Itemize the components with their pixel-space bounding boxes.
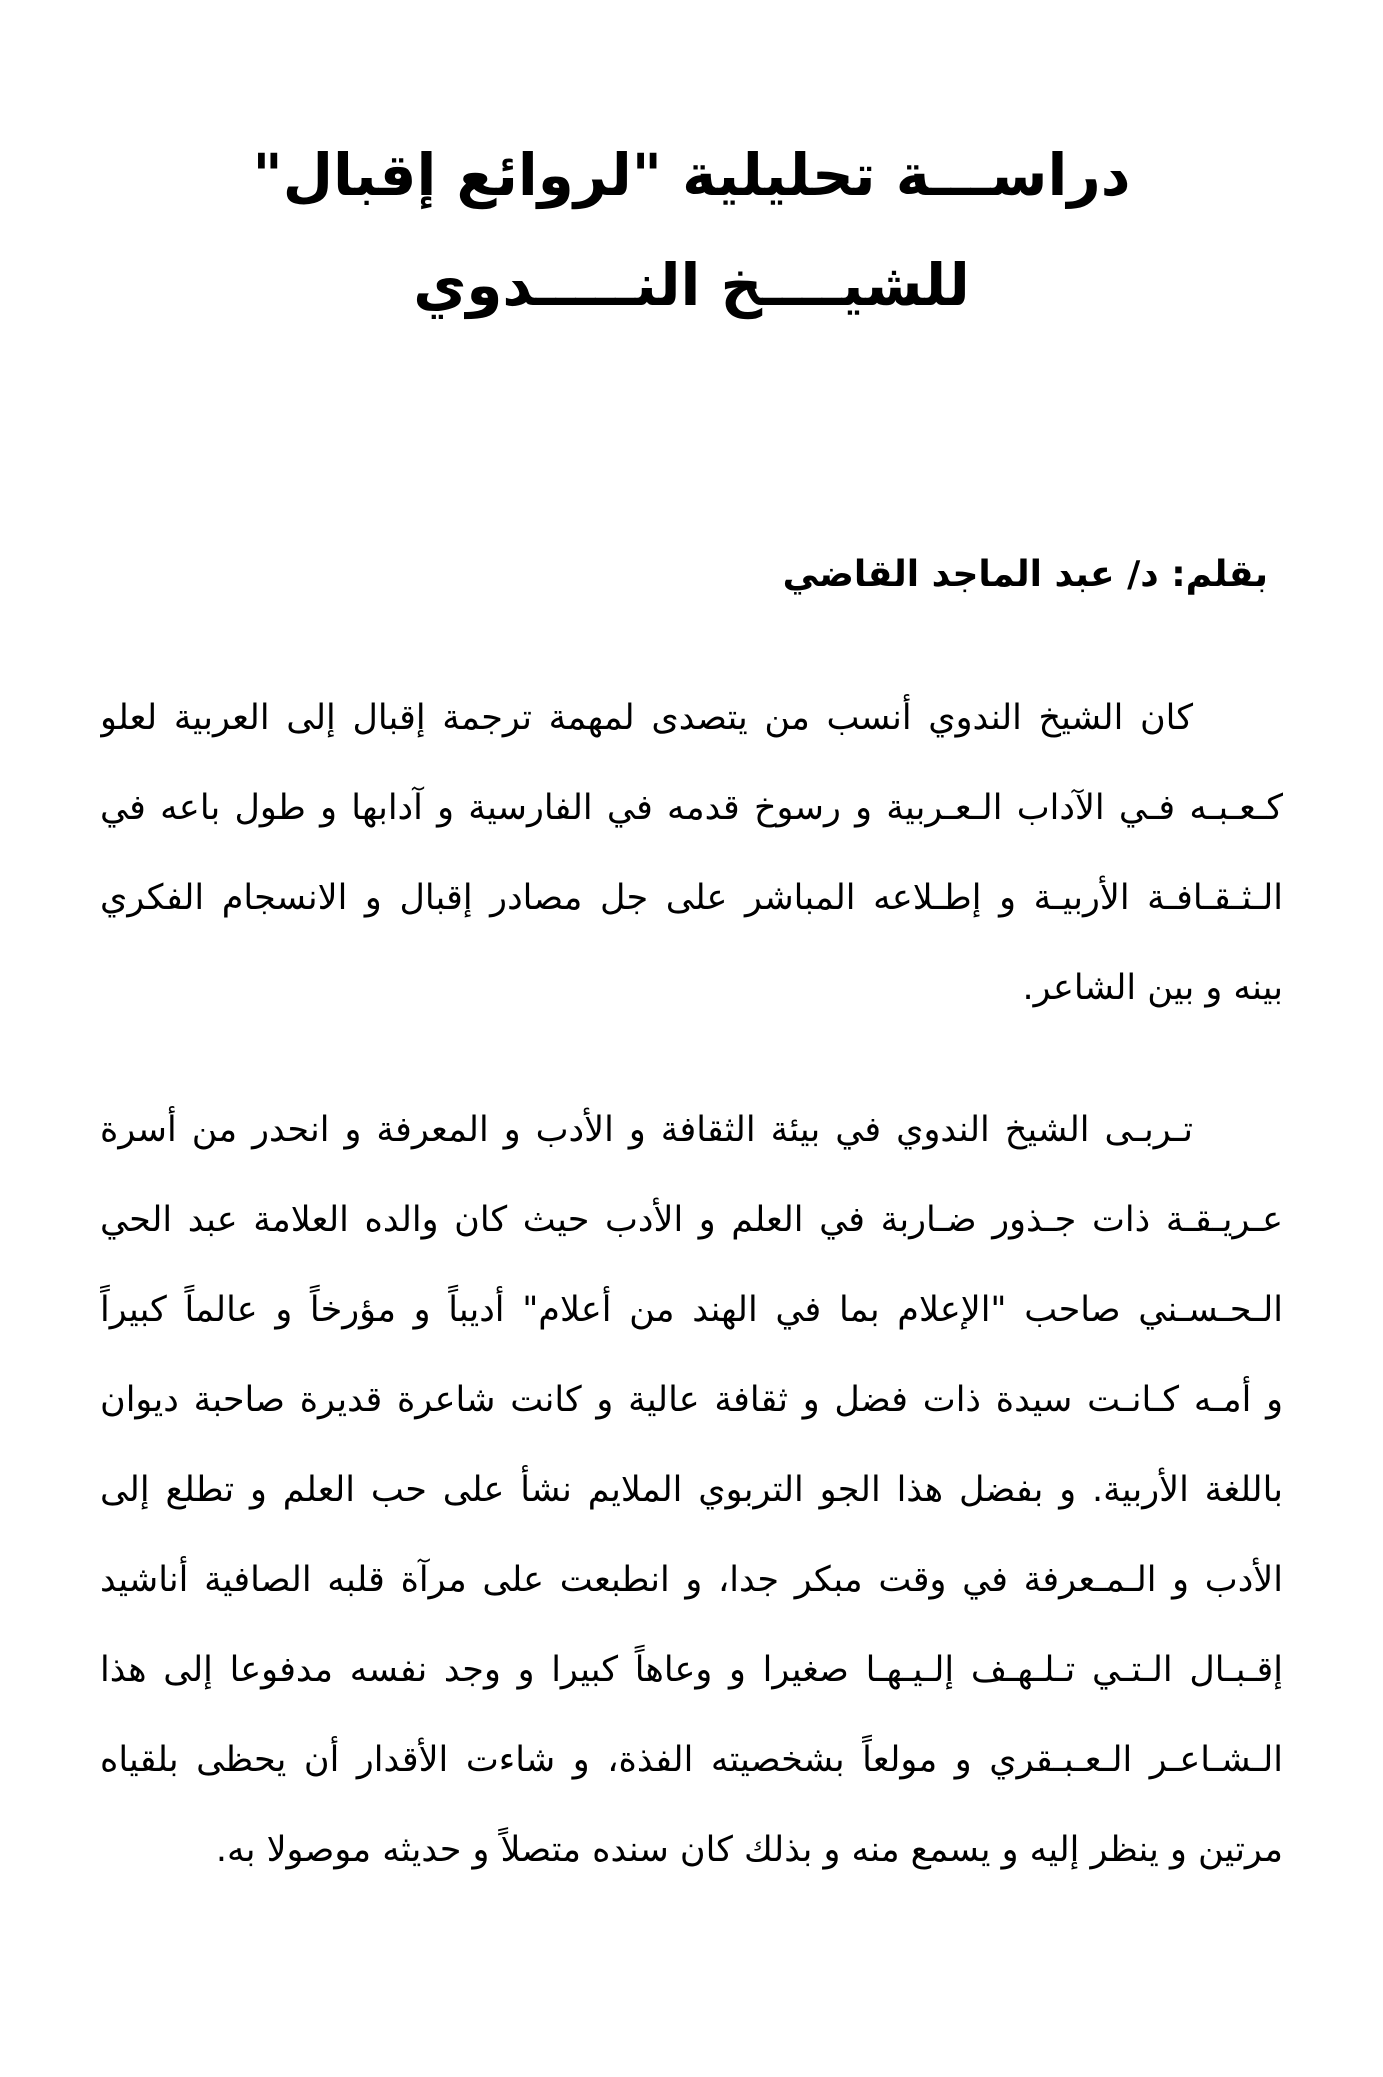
- paragraph-2-line: عـريـقـة ذات جـذور ضـاربة في العلم و الأدب حيث كان والده العلامة عبد الحي: [100, 1200, 1283, 1240]
- paragraph-1-line: بينه و بين الشاعر.: [1022, 968, 1283, 1008]
- title-line-1: دراســـة تحليلية "لروائع إقبال": [252, 141, 1131, 209]
- document-title: [0, 120, 1383, 340]
- paragraph-1-line: كـعـبـه فـي الآداب الـعـربية و رسوخ قدمه في الفارسية و آدابها و طول باعه في: [100, 788, 1283, 828]
- paragraph-2-line: الأدب و الـمـعرفة في وقت مبكر جدا، و انطبعت على مرآة قلبه الصافية أناشيد: [100, 1560, 1283, 1600]
- paragraph-1-line: الـثـقـافـة الأربيـة و إطـلاعه المباشر على جل مصادر إقبال و الانسجام الفكري: [100, 878, 1283, 918]
- paragraph-1-line: كان الشيخ الندوي أنسب من يتصدى لمهمة ترجمة إقبال إلى العربية لعلو: [100, 698, 1193, 738]
- title-line-2: للشيــــخ النـــــدوي: [413, 251, 970, 319]
- author-byline: بقلم: د/ عبد الماجد القاضي: [782, 554, 1268, 595]
- paragraph-2-line: مرتين و ينظر إليه و يسمع منه و بذلك كان سنده متصلاً و حديثه موصولا به.: [215, 1830, 1283, 1870]
- paragraph-2-line: الـشـاعـر الـعـبـقري و مولعاً بشخصيته الفذة، و شاءت الأقدار أن يحظى بلقياه: [100, 1740, 1283, 1780]
- paragraph-2-line: تـربـى الشيخ الندوي في بيئة الثقافة و الأدب و المعرفة و انحدر من أسرة: [100, 1110, 1193, 1150]
- paragraph-2-line: و أمـه كـانـت سيدة ذات فضل و ثقافة عالية و كانت شاعرة قديرة صاحبة ديوان: [100, 1380, 1283, 1420]
- paragraph-2: [100, 1085, 1283, 1895]
- paragraph-1: [100, 673, 1283, 1033]
- paragraph-2-line: الـحـسـني صاحب "الإعلام بما في الهند من أعلام" أديباً و مؤرخاً و عالماً كبيراً: [100, 1290, 1283, 1330]
- paragraph-2-line: باللغة الأربية. و بفضل هذا الجو التربوي الملايم نشأ على حب العلم و تطلع إلى: [100, 1470, 1283, 1510]
- paragraph-2-line: إقـبـال الـتـي تـلـهـف إلـيـهـا صغيرا و وعاهاً كبيرا و وجد نفسه مدفوعا إلى هذا: [100, 1650, 1283, 1690]
